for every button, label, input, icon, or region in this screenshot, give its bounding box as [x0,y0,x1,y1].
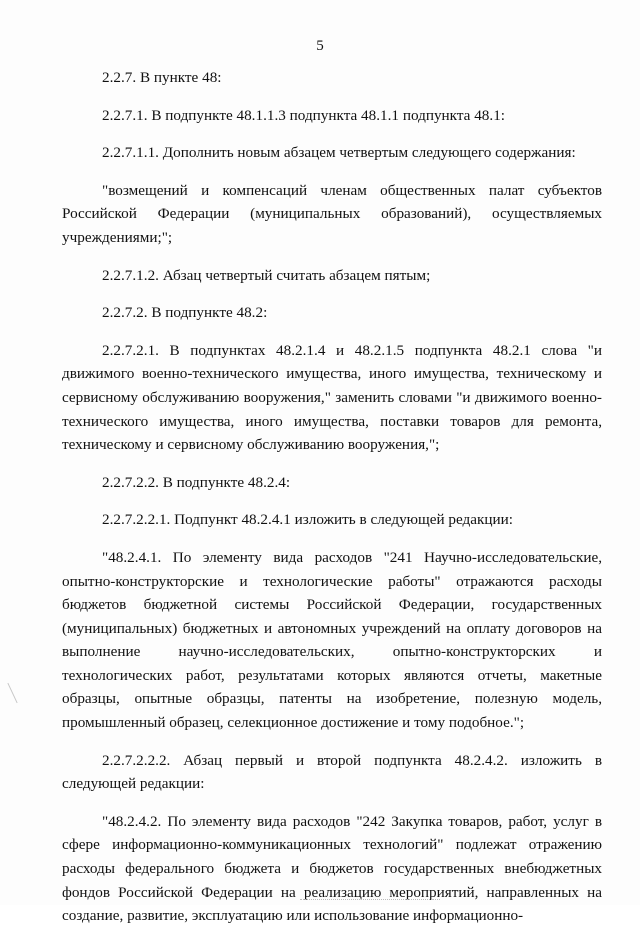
paragraph: 2.2.7.1.2. Абзац четвертый считать абзацем пятым; [102,266,431,284]
paragraph: 2.2.7.2. В подпункте 48.2: [102,304,268,322]
scan-artifact [300,899,440,902]
paragraph: "48.2.4.1. По элементу вида расходов "241 Научно-исследовательские, опытно-конструкторские и технологические работы" отражаются расходы бюджетов бюджетной системы Российской Федерации, государственных (муниципальных) бюджетных и автономных учреждений на оплату договоров на выполнение научно-исследовательских, опытно-конструкторских и технологических работ, результатами которых являются отчеты, макетные образцы, опытные образцы, патенты на изобретение, полезную модель, промышленный образец, селекционное достижение и тому подобное."; [62,548,602,732]
paragraph: "48.2.4.2. По элементу вида расходов "242 Закупка товаров, работ, услуг в сфере информационно-коммуникационных технологий" подлежат отражению расходы федерального бюджета и бюджетов государственных внебюджетных фондов Российской Федерации на реализацию мероприятий, направленных на создание, развитие, эксплуатацию или использование информационно- [62,812,602,925]
paragraph: 2.2.7. В пункте 48: [102,69,222,86]
paragraph: "возмещений и компенсаций членам общественных палат субъектов Российской Федерации (муниципальных образований), осуществляемых учреждениями;"; [62,181,602,246]
paragraph: 2.2.7.2.2.2. Абзац первый и второй подпункта 48.2.4.2. изложить в следующей редакции: [62,751,602,793]
paragraph: 2.2.7.1.1. Дополнить новым абзацем четвертым следующего содержания: [102,144,576,162]
paragraph: 2.2.7.2.2.1. Подпункт 48.2.4.1 изложить в следующей редакции: [102,511,513,529]
paragraph: 2.2.7.1. В подпункте 48.1.1.3 подпункта 48.1.1 подпункта 48.1: [102,106,506,124]
document-body [62,66,602,928]
page-number: 5 [316,38,324,54]
paragraph: 2.2.7.2.1. В подпунктах 48.2.1.4 и 48.2.1.5 подпункта 48.2.1 слова "и движимого военно-технического имущества, иного имущества, техническому и сервисному обслуживанию вооружения," заменить словами "и движимого военно-технического имущества, иного имущества, поставки товаров для ремонта, техническому и сервисному обслуживанию вооружения,"; [62,341,602,454]
paragraph: 2.2.7.2.2. В подпункте 48.2.4: [102,473,291,491]
scan-artifact [7,683,17,703]
